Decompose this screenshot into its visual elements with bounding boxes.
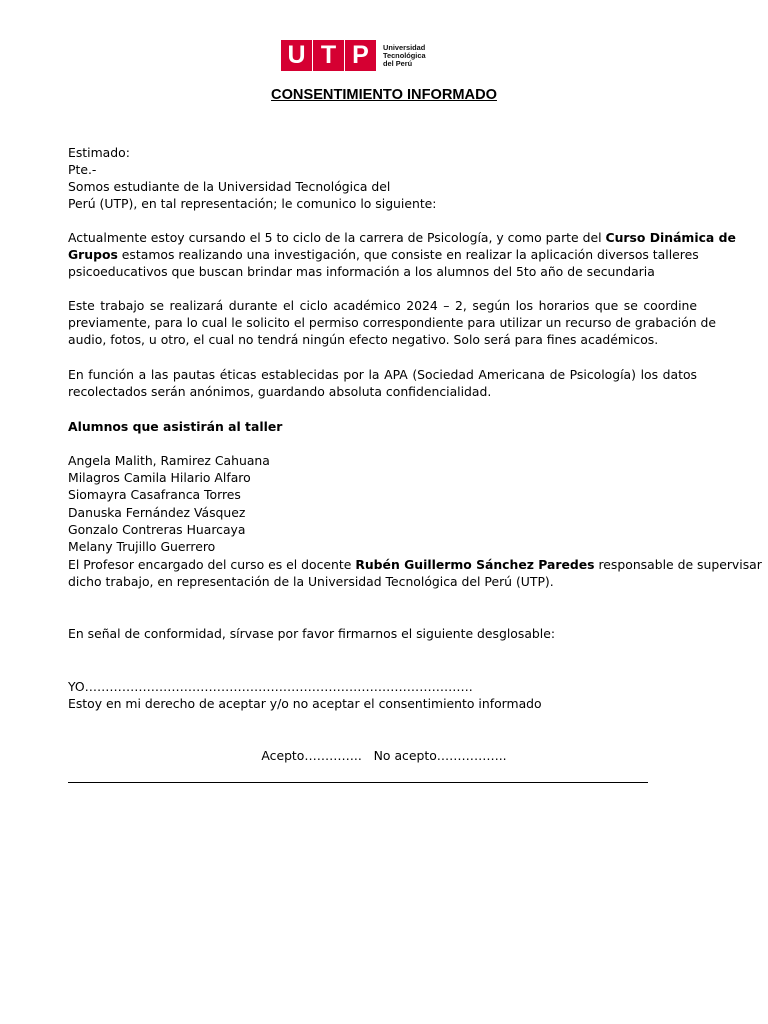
- logo-letter-t: T: [313, 40, 344, 71]
- logo-letter-p: P: [345, 40, 376, 71]
- text: El Profesor encargado del curso es el docente: [68, 557, 356, 572]
- course-name: Grupos: [68, 247, 118, 262]
- reject-option: No acepto……………..: [373, 748, 507, 763]
- paragraph-ethics-line: recolectados serán anónimos, guardando absoluta confidencialidad.: [68, 384, 492, 399]
- paragraph-schedule-line: Este trabajo se realizará durante el ciclo académico 2024 – 2, según los horarios que se coordine: [68, 298, 697, 313]
- paragraph-ethics-line: En función a las pautas éticas establecidas por la APA (Sociedad Americana de Psicología) los datos: [68, 367, 697, 382]
- professor-line: dicho trabajo, en representación de la Universidad Tecnológica del Perú (UTP).: [68, 574, 554, 589]
- student-name: Melany Trujillo Guerrero: [68, 539, 216, 554]
- student-name: Gonzalo Contreras Huarcaya: [68, 522, 246, 537]
- text: responsable de supervisar: [594, 557, 762, 572]
- text: Actualmente estoy cursando el 5 to ciclo de la carrera de Psicología, y como parte del: [68, 230, 606, 245]
- greeting-line: Perú (UTP), en tal representación; le comunico lo siguiente:: [68, 196, 437, 211]
- text: estamos realizando una investigación, que consiste en realizar la aplicación diversos talleres: [117, 247, 699, 262]
- conformity-text: En señal de conformidad, sírvase por favor firmarnos el siguiente desglosable:: [68, 626, 556, 641]
- student-name: Siomayra Casafranca Torres: [68, 487, 241, 502]
- utp-logo: [281, 40, 426, 71]
- paragraph-schedule-line: previamente, para lo cual le solicito el permiso correspondiente para utilizar un recurso de grabación de: [68, 315, 716, 330]
- students-heading: Alumnos que asistirán al taller: [68, 419, 283, 434]
- course-name: Curso Dinámica de: [605, 230, 736, 245]
- option-separator: [362, 748, 374, 763]
- greeting-line: Estimado:: [68, 145, 130, 160]
- greeting-line: Pte.-: [68, 162, 97, 177]
- paragraph-course-line: psicoeducativos que buscan brindar mas información a los alumnos del 5to año de secundaria: [68, 264, 655, 279]
- accept-options: [0, 747, 768, 764]
- logo-name-line: Universidad: [383, 42, 426, 52]
- paragraph-course-line: [68, 229, 736, 246]
- detach-line: [68, 782, 648, 783]
- logo-university-name: [383, 44, 426, 68]
- logo-name-line: del Perú: [383, 58, 413, 68]
- paragraph-course-line: [68, 246, 697, 263]
- professor-name: Rubén Guillermo Sánchez Paredes: [355, 557, 595, 572]
- document-title: CONSENTIMIENTO INFORMADO: [271, 87, 497, 103]
- signature-name-field: YO………………………………………………………………………………….: [68, 679, 473, 694]
- logo-letter-u: U: [281, 40, 312, 71]
- student-name: Danuska Fernández Vásquez: [68, 505, 246, 520]
- consent-statement: Estoy en mi derecho de aceptar y/o no aceptar el consentimiento informado: [68, 696, 542, 711]
- greeting-line: Somos estudiante de la Universidad Tecnológica del: [68, 179, 391, 194]
- professor-line: [68, 556, 762, 573]
- paragraph-schedule-line: audio, fotos, u otro, el cual no tendrá ningún efecto negativo. Solo será para fines académicos.: [68, 332, 659, 347]
- accept-option: Acepto…………..: [261, 748, 362, 763]
- student-name: Milagros Camila Hilario Alfaro: [68, 470, 251, 485]
- logo-name-line: Tecnológica: [383, 50, 426, 60]
- student-name: Angela Malith, Ramirez Cahuana: [68, 453, 270, 468]
